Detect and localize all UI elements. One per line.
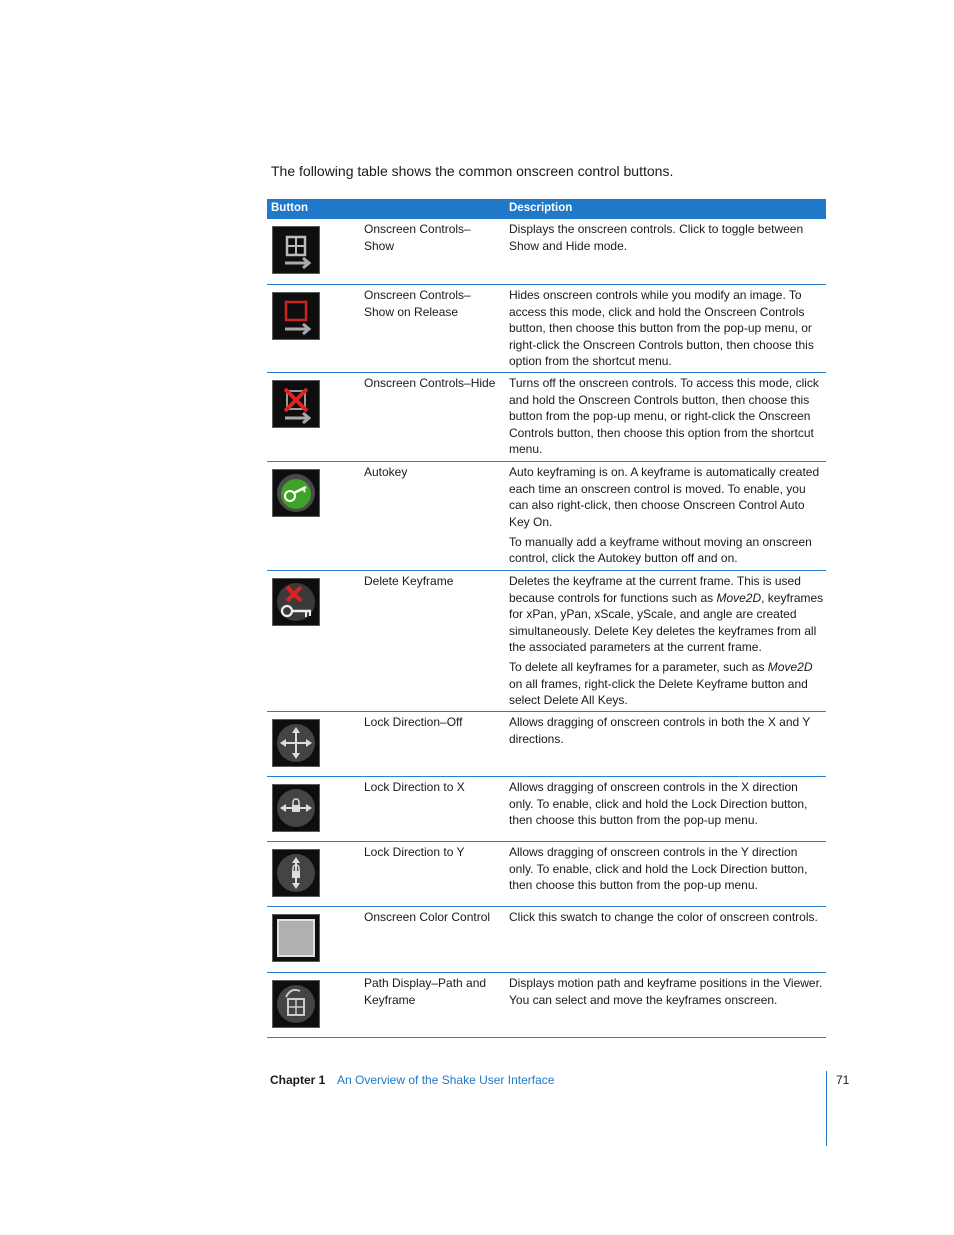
- button-cell: [272, 719, 320, 767]
- footer-chapter: Chapter 1: [270, 1073, 326, 1087]
- description-paragraph: Displays motion path and keyframe positions in the Viewer. You can select and move the keyframes onscreen.: [509, 976, 823, 1007]
- onscreen-controls-hide-icon: [272, 380, 320, 428]
- description-paragraph: Click this swatch to change the color of onscreen controls.: [509, 910, 818, 924]
- button-cell: [272, 914, 320, 962]
- onscreen-controls-show-on-release-icon: [272, 292, 320, 340]
- button-name: Onscreen Controls–Hide: [364, 376, 496, 390]
- description-paragraph: Hides onscreen controls while you modify an image. To access this mode, click and hold the Onscreen Controls button, then choose this button from the pop-up menu, or right-click the Onscreen Controls button, then choose this option from the shortcut menu.: [509, 288, 814, 368]
- button-name: Lock Direction–Off: [364, 715, 463, 729]
- lock-direction-x-icon: [272, 784, 320, 832]
- button-name: Lock Direction to X: [364, 780, 465, 794]
- page-number: 71: [836, 1073, 850, 1087]
- button-cell: [272, 380, 320, 428]
- table-row: [267, 373, 826, 462]
- description-paragraph: Turns off the onscreen controls. To access this mode, click and hold the Onscreen Controls button, then choose this button from the pop-up menu, or right-click the Onscreen Controls button, then choose this option from the shortcut menu.: [509, 376, 819, 456]
- button-description: [509, 287, 824, 373]
- button-cell: [272, 292, 320, 340]
- delete-keyframe-icon: [272, 578, 320, 626]
- path-display-icon: [272, 980, 320, 1028]
- button-description: [509, 975, 824, 1012]
- table-row: [267, 462, 826, 571]
- button-description: [509, 573, 824, 712]
- onscreen-controls-show-icon: [272, 226, 320, 274]
- table-row: [267, 571, 826, 712]
- description-paragraph: Allows dragging of onscreen controls in the X direction only. To enable, click and hold the Lock Direction button, then choose this button from the pop-up menu.: [509, 780, 808, 827]
- button-name: Onscreen Color Control: [364, 910, 491, 924]
- button-cell: [272, 226, 320, 274]
- description-paragraph: Auto keyframing is on. A keyframe is automatically created each time an onscreen control is moved. To enable, you can also right-click, then choose Onscreen Control Auto Key On.: [509, 465, 820, 529]
- table-row: [267, 842, 826, 907]
- button-name: Delete Keyframe: [364, 574, 454, 588]
- table-row: [267, 712, 826, 777]
- table-row: [267, 907, 826, 973]
- button-description: [509, 779, 824, 832]
- table-row: [267, 973, 826, 1038]
- description-paragraph: Allows dragging of onscreen controls in the Y direction only. To enable, click and hold the Lock Direction button, then choose this button from the pop-up menu.: [509, 845, 808, 892]
- header-description: Description: [509, 202, 573, 214]
- button-name: Autokey: [364, 465, 408, 479]
- button-description: [509, 714, 824, 751]
- button-cell: [272, 578, 320, 626]
- description-paragraph: To manually add a keyframe without moving an onscreen control, click the Autokey button off and on.: [509, 534, 812, 565]
- button-description: [509, 464, 824, 570]
- table-row: [267, 777, 826, 842]
- button-cell: [272, 784, 320, 832]
- table-row: [267, 285, 826, 373]
- onscreen-color-swatch-icon: [272, 914, 320, 962]
- table-header: [267, 199, 826, 219]
- lock-direction-off-icon: [272, 719, 320, 767]
- lock-direction-y-icon: [272, 849, 320, 897]
- autokey-icon: [272, 469, 320, 517]
- button-name: Lock Direction to Y: [364, 845, 465, 859]
- description-paragraph: To delete all keyframes for a parameter, such as Move2D on all frames, right-click the Delete Keyframe button and select Delete All Keys.: [509, 660, 813, 707]
- button-cell: [272, 849, 320, 897]
- footer-chapter-title[interactable]: An Overview of the Shake User Interface: [337, 1073, 555, 1087]
- button-name: Onscreen Controls– Show: [364, 222, 471, 253]
- table-row: [267, 219, 826, 285]
- button-cell: [272, 469, 320, 517]
- onscreen-controls-table: [267, 199, 826, 1038]
- description-paragraph: Displays the onscreen controls. Click to toggle between Show and Hide mode.: [509, 222, 804, 253]
- footer-divider: [826, 1071, 827, 1146]
- button-description: [509, 221, 824, 258]
- button-description: [509, 844, 824, 897]
- intro-text: The following table shows the common onscreen control buttons.: [271, 163, 674, 179]
- description-paragraph: Allows dragging of onscreen controls in both the X and Y directions.: [509, 715, 811, 746]
- header-button: Button: [271, 202, 309, 214]
- button-cell: [272, 980, 320, 1028]
- button-description: [509, 909, 824, 929]
- button-name: Path Display–Path and Keyframe: [364, 976, 487, 1007]
- description-paragraph: Deletes the keyframe at the current frame. This is used because controls for functions such as Move2D, keyframes for xPan, yPan, xScale, yScale, and angle are created simultaneously. Delete Key deletes the keyframes from all the associated parameters at the current frame.: [509, 574, 824, 654]
- button-name: Onscreen Controls– Show on Release: [364, 288, 471, 319]
- button-description: [509, 375, 824, 461]
